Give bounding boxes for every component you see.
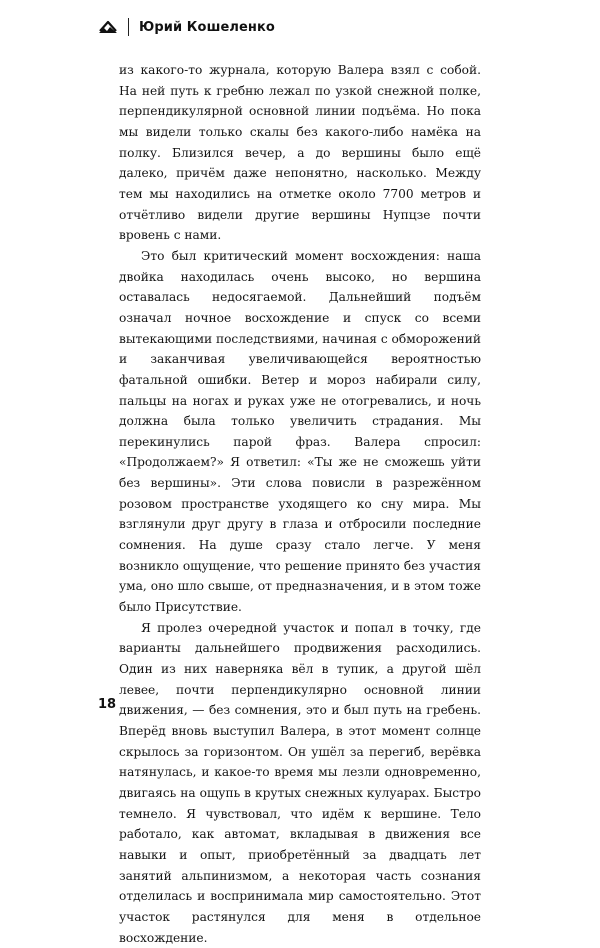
paragraph-2: Это был критический момент восхождения: наша двойка находилась очень высоко, но вершина оставалась недосягаемой. Дальнейший подъём означал ночное восхождение и спуск со всеми вытекающими последствиями, начиная с обморожений и заканчивая увеличивающейся вероятностью фатальной ошибки. Ветер и мороз набирали силу, пальцы на ногах и руках уже не отогревались, и ночь должна была только увеличить страдания. Мы перекинулись парой фраз. Валера спросил: «Продолжаем?» Я ответил: «Ты же не сможешь уйти без вершины». Эти слова повисли в разрежённом розовом пространстве уходящего ко сну мира. Мы взглянули друг другу в глаза и отбросили последние сомнения. На душе сразу стало легче. У меня возникло ощущение, что решение принято без участия ума, оно шло свыше, от предназначения, и в этом тоже было Присутствие.: [119, 248, 481, 615]
paragraph-1: из какого-то журнала, которую Валера взял с собой. На ней путь к гребню лежал по узкой снежной полке, перпендикулярной основной линии подъёма. Но пока мы видели только скалы без какого-либо намёка на полку. Близился вечер, а до вершины было ещё далеко, причём даже непонятно, насколько. Между тем мы находились на отметке около 7700 метров и отчётливо видели другие вершины Нупцзе почти вровень с нами.: [119, 63, 481, 243]
running-header: [98, 14, 275, 40]
paragraph-3: Я пролез очередной участок и попал в точку, где варианты дальнейшего продвижения расходились. Один из них наверняка вёл в тупик, а другой шёл левее, почти перпендикулярно основной линии движения, — без сомнения, это и был путь на гребень. Вперёд вновь выступил Валера, в этот момент солнце скрылось за горизонтом. Он ушёл за перегиб, верёвка натянулась, и какое-то время мы лезли одновременно, двигаясь на ощупь в крутых снежных кулуарах. Быстро темнело. Я чувствовал, что идём к вершине. Тело работало, как автомат, вкладывая в движения все навыки и опыт, приобретённый за двадцать лет занятий альпинизмом, а некоторая часть сознания отделилась и воспринимала мир самостоятельно. Этот участок растянулся для меня в отдельное восхождение.: [119, 620, 481, 945]
mountain-logo-icon: [98, 19, 118, 35]
body-text: [119, 60, 481, 948]
author-name: Юрий Кошеленко: [139, 19, 275, 35]
header-separator: [128, 18, 129, 36]
page-number: 18: [98, 697, 117, 712]
